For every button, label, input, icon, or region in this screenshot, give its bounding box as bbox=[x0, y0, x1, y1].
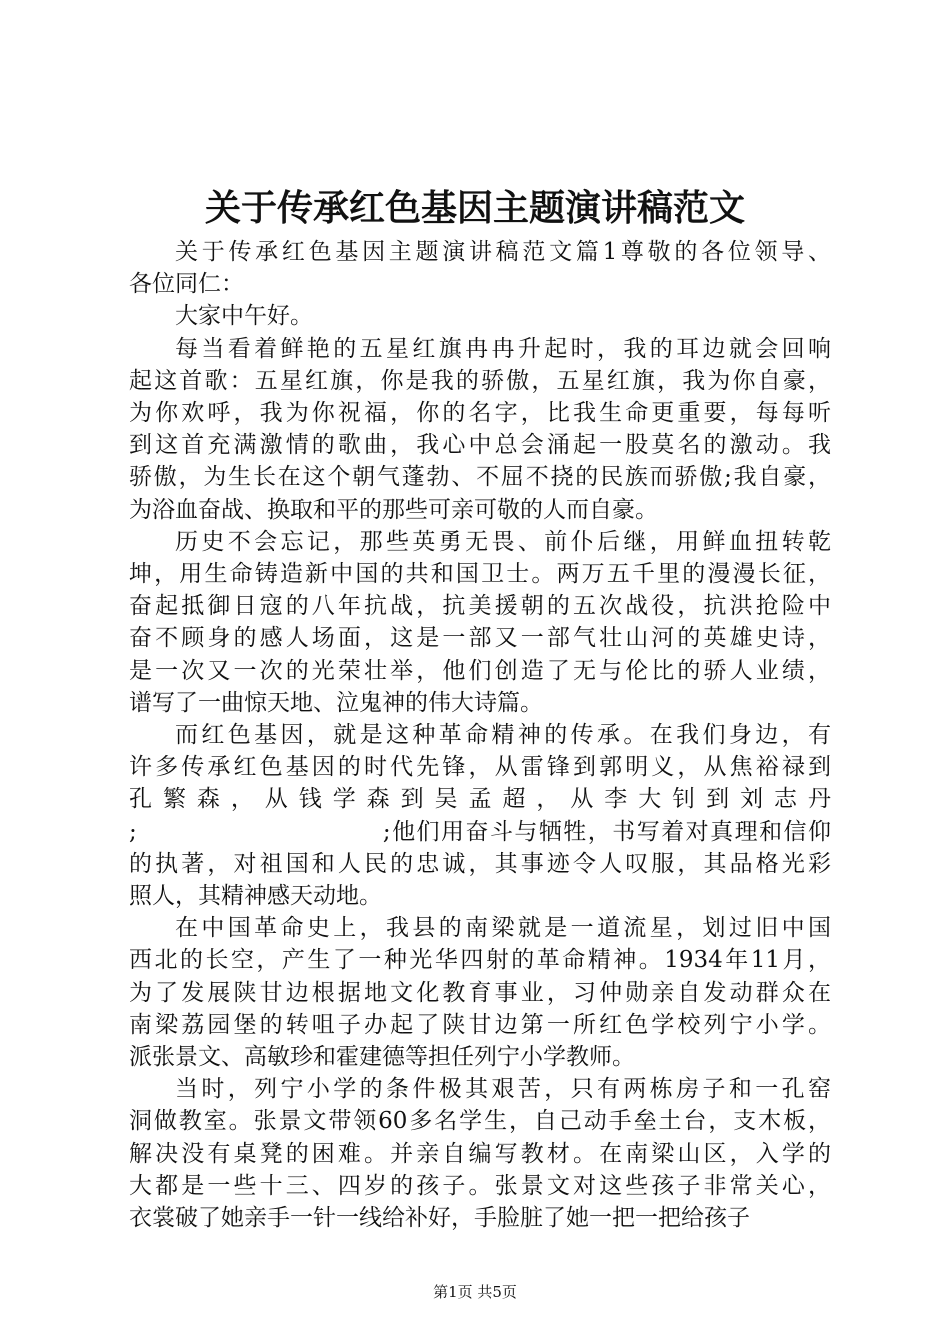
paragraph-line: 大家中午好。 bbox=[175, 303, 313, 330]
paragraph-line: 衣裳破了她亲手一针一线给补好，手脸脏了她一把一把给孩子 bbox=[129, 1205, 750, 1232]
paragraph bbox=[129, 300, 831, 332]
paragraph-line: 的执著，对祖国和人民的忠诚，其事迹令人叹服，其品格光彩 bbox=[129, 850, 831, 877]
paragraph-line: 到这首充满激情的歌曲，我心中总会涌起一股莫名的激动。我 bbox=[129, 432, 831, 459]
paragraph bbox=[129, 526, 831, 719]
paragraph-line: 为你欢呼，我为你祝福，你的名字，比我生命更重要，每每听 bbox=[129, 400, 831, 427]
paragraph-line: 洞做教室。张景文带领60多名学生，自己动手垒土台，支木板， bbox=[129, 1108, 831, 1135]
paragraph-line: 大都是一些十三、四岁的孩子。张景文对这些孩子非常关心， bbox=[129, 1172, 831, 1199]
paragraph-line: 奋不顾身的感人场面，这是一部又一部气壮山河的英雄史诗， bbox=[129, 625, 831, 652]
paragraph bbox=[129, 333, 831, 526]
paragraph-line: 为了发展陕甘边根据地文化教育事业，习仲勋亲自发动群众在 bbox=[129, 979, 831, 1006]
paragraph-line: 许多传承红色基因的时代先锋，从雷锋到郭明义，从焦裕禄到 bbox=[129, 754, 831, 781]
document-title: 关于传承红色基因主题演讲稿范文 bbox=[204, 187, 745, 229]
paragraph bbox=[129, 236, 831, 300]
paragraph-line: 照人，其精神感天动地。 bbox=[129, 883, 382, 910]
paragraph-line: 起这首歌：五星红旗，你是我的骄傲，五星红旗，我为你自豪， bbox=[129, 367, 831, 394]
paragraph-line: 骄傲，为生长在这个朝气蓬勃、不屈不挠的民族而骄傲;我自豪， bbox=[129, 464, 831, 491]
paragraph-line: 谱写了一曲惊天地、泣鬼神的伟大诗篇。 bbox=[129, 689, 543, 716]
paragraph-line: 关于传承红色基因主题演讲稿范文篇1尊敬的各位领导、 bbox=[175, 239, 831, 265]
paragraph-line: 而红色基因，就是这种革命精神的传承。在我们身边，有 bbox=[175, 722, 831, 749]
paragraph-line: 在中国革命史上，我县的南梁就是一道流星，划过旧中国 bbox=[175, 915, 831, 942]
paragraph-line: 解决没有桌凳的困难。并亲自编写教材。在南梁山区，入学的 bbox=[129, 1140, 831, 1167]
paragraph-line: 为浴血奋战、换取和平的那些可亲可敬的人而自豪。 bbox=[129, 496, 658, 523]
paragraph-line: 孔繁森，从钱学森到吴孟超，从李大钊到刘志丹 bbox=[129, 786, 831, 813]
paragraph-line: 历史不会忘记，那些英勇无畏、前仆后继，用鲜血扭转乾 bbox=[175, 528, 831, 555]
paragraph-line: ; ;他们用奋斗与牺牲，书写着对真理和信仰 bbox=[129, 818, 831, 845]
paragraph-line: 奋起抵御日寇的八年抗战，抗美援朝的五次战役，抗洪抢险中 bbox=[129, 593, 831, 620]
paragraph-line: 各位同仁： bbox=[129, 271, 244, 298]
paragraph-line: 每当看着鲜艳的五星红旗冉冉升起时，我的耳边就会回响 bbox=[175, 335, 831, 362]
paragraph-line: 南梁荔园堡的转咀子办起了陕甘边第一所红色学校列宁小学。 bbox=[129, 1011, 831, 1038]
paragraph-line: 坤，用生命铸造新中国的共和国卫士。两万五千里的漫漫长征， bbox=[129, 561, 831, 588]
paragraph bbox=[129, 719, 831, 912]
document-body bbox=[129, 236, 831, 1234]
page-footer: 第1页 共5页 bbox=[433, 1283, 517, 1301]
paragraph bbox=[129, 912, 831, 1073]
paragraph-line: 派张景文、高敏珍和霍建德等担任列宁小学教师。 bbox=[129, 1044, 635, 1071]
paragraph-line: 当时，列宁小学的条件极其艰苦，只有两栋房子和一孔窑 bbox=[175, 1076, 831, 1103]
paragraph-line: 西北的长空，产生了一种光华四射的革命精神。1934年11月， bbox=[129, 947, 831, 974]
paragraph-line: 是一次又一次的光荣壮举，他们创造了无与伦比的骄人业绩， bbox=[129, 657, 831, 684]
paragraph bbox=[129, 1073, 831, 1234]
